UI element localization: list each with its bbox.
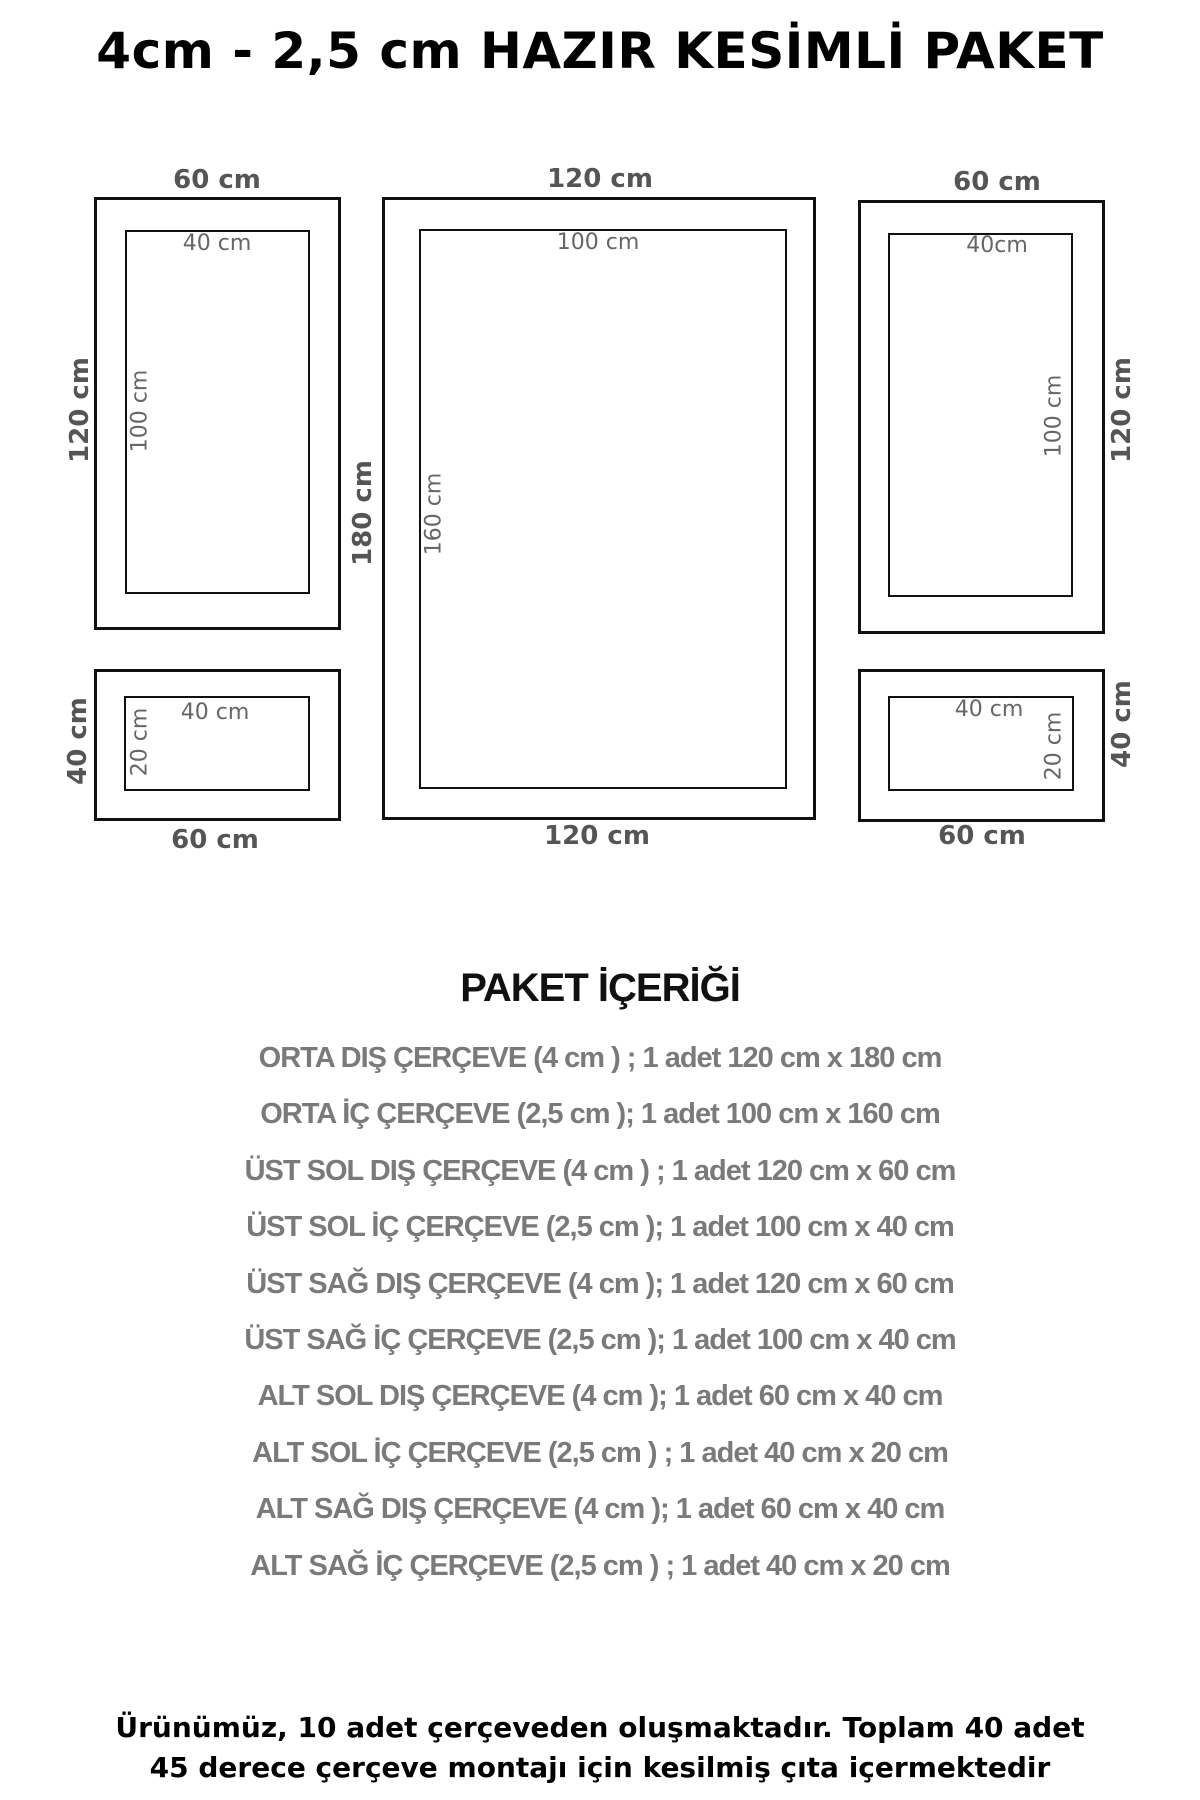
package-item: ÜST SAĞ DIŞ ÇERÇEVE (4 cm ); 1 adet 120 cm x 60 cm [246,1267,954,1300]
top-right-inner-height-label: 100 cm [1041,374,1067,458]
package-item: ÜST SOL İÇ ÇERÇEVE (2,5 cm ); 1 adet 100 cm x 40 cm [246,1211,954,1244]
package-item-list [0,1030,1200,1594]
center-inner-width-label: 100 cm [556,230,640,255]
bottom-right-outer-width-label: 60 cm [938,821,1026,851]
bottom-right-inner-width-label: 40 cm [954,697,1024,722]
package-item: ALT SAĞ DIŞ ÇERÇEVE (4 cm ); 1 adet 60 cm x 40 cm [255,1493,945,1526]
top-right-inner-width-label: 40cm [966,233,1028,258]
center-outer-width-top-label: 120 cm [547,164,653,194]
bottom-left-inner-width-label: 40 cm [180,700,250,725]
package-item: ORTA İÇ ÇERÇEVE (2,5 cm ); 1 adet 100 cm x 160 cm [260,1098,940,1131]
top-right-outer-width-label: 60 cm [953,167,1041,197]
bottom-right-inner-height-label: 20 cm [1041,711,1067,781]
package-item: ALT SOL DIŞ ÇERÇEVE (4 cm ); 1 adet 60 cm x 40 cm [257,1380,943,1413]
package-title: PAKET İÇERİĞİ [460,966,740,1010]
page-title: 4cm - 2,5 cm HAZIR KESİMLİ PAKET [96,22,1104,80]
bottom-left-inner-height-label: 20 cm [127,707,153,777]
top-left-inner-frame [125,230,310,594]
center-inner-height-label: 160 cm [421,472,447,556]
package-item: ÜST SAĞ İÇ ÇERÇEVE (2,5 cm ); 1 adet 100 cm x 40 cm [244,1323,956,1356]
bottom-left-outer-height-label: 40 cm [63,697,93,785]
footer-note: Ürünümüz, 10 adet çerçeveden oluşmaktadır. Toplam 40 adet 45 derece çerçeve montajı için kesilmiş çıta içermektedir [115,1711,1085,1784]
center-inner-frame [419,229,787,789]
package-item: ALT SAĞ İÇ ÇERÇEVE (2,5 cm ) ; 1 adet 40 cm x 20 cm [250,1549,950,1582]
top-left-outer-width-label: 60 cm [173,165,261,195]
top-left-inner-width-label: 40 cm [182,231,252,256]
package-item: ORTA DIŞ ÇERÇEVE (4 cm ) ; 1 adet 120 cm x 180 cm [258,1042,942,1074]
top-left-inner-height-label: 100 cm [127,369,153,453]
package-item: ÜST SOL DIŞ ÇERÇEVE (4 cm ) ; 1 adet 120 cm x 60 cm [244,1154,956,1187]
center-outer-width-bottom-label: 120 cm [544,821,650,851]
bottom-left-outer-width-label: 60 cm [171,825,259,855]
package-item: ALT SOL İÇ ÇERÇEVE (2,5 cm ) ; 1 adet 40 cm x 20 cm [252,1436,948,1469]
bottom-right-outer-height-label: 40 cm [1107,680,1137,768]
center-outer-height-label: 180 cm [348,460,378,566]
top-right-outer-height-label: 120 cm [1107,357,1137,463]
top-left-outer-height-label: 120 cm [65,357,95,463]
